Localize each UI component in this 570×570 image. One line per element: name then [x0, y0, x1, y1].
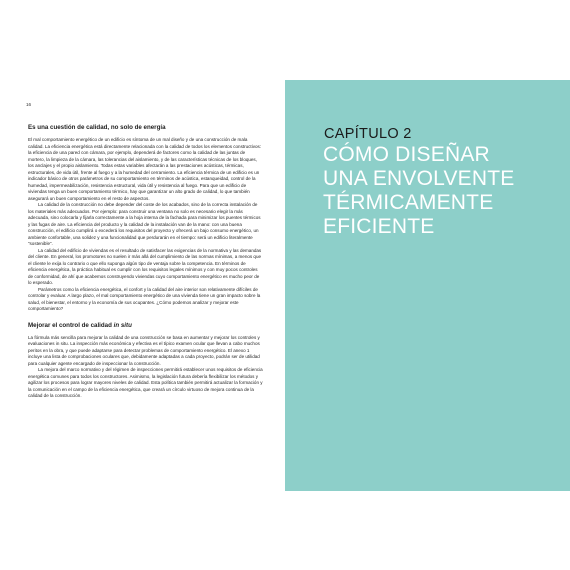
left-text-column	[28, 124, 263, 400]
chapter-title-line: CÓMO DISEÑAR	[323, 143, 490, 166]
body-paragraph: El mal comportamiento energético de un edificio es síntoma de un mal diseño y de una construcción de mala calidad. La eficiencia energética está directamente relacionada con la calidad de todos los elementos constructivos: la eficiencia de una pared con cámara, por ejemplo, dependerá de factores como la calidad de las juntas de mortero, la limpieza de la cámara, las tolerancias del aislamiento, y de las características técnicas de los bloques, los anclajes y el propio aislamiento. Todas estas variables afectarán a las prestaciones acústicas, térmicas, estructurales, de vida útil, frente al fuego y a la humedad del cerramiento. La eficiencia térmica de un edificio es un indicador básico de otros parámetros de su comportamiento en términos de acústica, estanqueidad, control de la humedad, impermeabilización, resistencia estructural, vida útil y resistencia al fuego. Para que un edificio de viviendas tenga un buen comportamiento térmico, hay que garantizar un alto grado de calidad, lo que también asegurará un buen comportamiento en el resto de aspectos.	[28, 137, 262, 201]
section-heading-quality: Es una cuestión de calidad, no solo de energía	[28, 124, 166, 131]
body-paragraph: La fórmula más sencilla para mejorar la calidad de una construcción se basa en aumentar y mejorar los controles y evaluaciones in situ. La inspección más económica y efectiva es el típico examen ocular que llevan a cabo muchos peritos en la obra, y que puede adaptarse para detectar problemas de comportamiento energético. El anexo 1 incluye una lista de comprobaciones oculares que, debidamente adaptadas a cada proyecto, podrán ser de utilidad para cualquier agente encargado de inspeccionar la construcción.	[28, 334, 260, 366]
section-heading-control	[28, 322, 263, 330]
chapter-title-line: UNA ENVOLVENTE	[323, 167, 515, 190]
heading-text: Mejorar el control de calidad	[28, 321, 114, 329]
chapter-title-line: TÉRMICAMENTE	[323, 191, 494, 214]
page-number: 16	[26, 102, 32, 107]
chapter-title-line: EFICIENTE	[323, 215, 435, 238]
body-paragraph: La calidad de la construcción no debe depender del coste de los acabados, sino de la correcta instalación de los materiales más adecuados. Por ejemplo: para construir una ventana no solo es necesario elegir la más adecuada, sino colocarla y fijarla correctamente a la hoja interna de la fachada para minimizar los puentes térmicos y las fugas de aire. La eficiencia del producto y la calidad de la instalación van de la mano: con una buena construcción, el edificio cumplirá o excederá los requisitos del proyecto y ofrecerá un bajo consumo energético, un ambiente confortable, una solidez y una funcionalidad que perdurarán en el tiempo: será un edificio literalmente “sostenible”.	[28, 202, 261, 246]
heading-italic-text: in situ	[113, 321, 132, 329]
body-paragraph: La calidad del edificio de viviendas es el resultado de satisfacer las exigencias de la normativa y las demandas del cliente. En general, los promotores no suelen ir más allá del cumplimiento de las normas mínimas, a menos que el cliente le exija lo contrario o que ello suponga algún tipo de ventaja sobre la competencia. En términos de eficiencia energética, la práctica habitual es cumplir con los requisitos legales mínimos y con muy pocos controles de conformidad, de ahí que acabemos construyendo viviendas cuyo comportamiento energético es mucho peor de lo esperado.	[28, 247, 262, 285]
chapter-label: CAPÍTULO 2	[324, 126, 412, 142]
body-paragraph: La mejora del marco normativo y del régimen de inspecciones permitirá establecer unos requisitos de eficiencia energética comunes para todos los constructores. Asimismo, la legislación futura debería flexibilizar los métodos y agilizar los procesos para lograr mayores niveles de calidad. Esta política también permitirá actualizar la formación y la comunicación en el campo de la eficiencia energética, que creará un círculo virtuoso de mejora continua de la calidad de la construcción.	[28, 367, 263, 398]
chapter-opener-page	[285, 80, 570, 491]
body-paragraph: Parámetros como la eficiencia energética, el confort y la calidad del aire interior son relativamente difíciles de controlar y evaluar. A largo plazo, el mal comportamiento energético de una vivienda tiene un gran impacto sobre la salud, el bienestar, el entorno y la economía de sus ocupantes. ¿Cómo podemos analizar y mejorar este comportamiento?	[28, 286, 261, 311]
chapter-title	[323, 143, 563, 239]
